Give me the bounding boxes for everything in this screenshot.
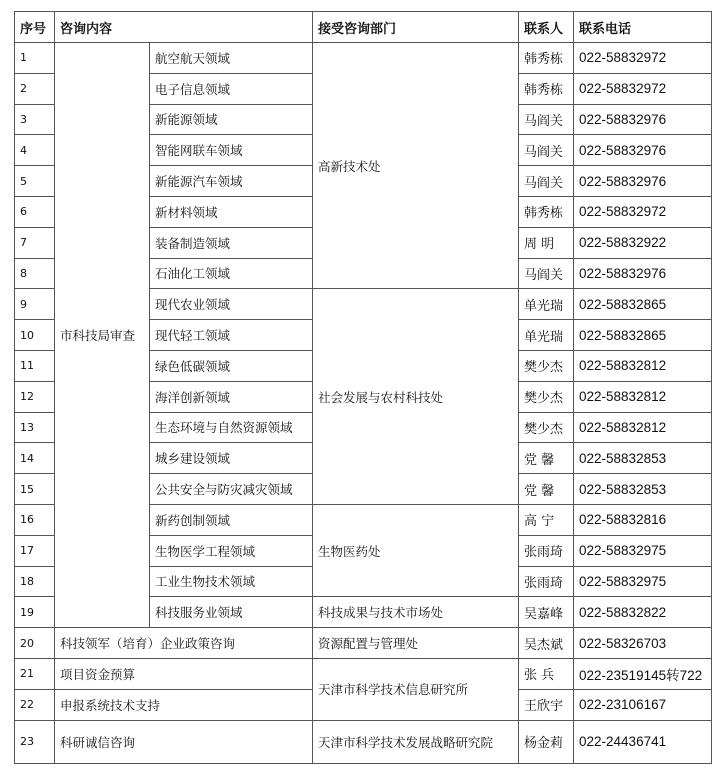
- phone-number: 022-58832972: [574, 73, 712, 104]
- consult-item: 科技领军（培育）企业政策咨询: [55, 628, 313, 659]
- contact-person: 韩秀栋: [519, 196, 574, 227]
- row-number: 23: [15, 720, 55, 763]
- row-number: 19: [15, 597, 55, 628]
- contact-person: 党 馨: [519, 474, 574, 505]
- consult-item: 城乡建设领域: [150, 443, 313, 474]
- consult-item: 绿色低碳领域: [150, 350, 313, 381]
- row-number: 17: [15, 535, 55, 566]
- phone-number: 022-58832975: [574, 535, 712, 566]
- phone-number: 022-58326703: [574, 628, 712, 659]
- contact-person: 周 明: [519, 227, 574, 258]
- row-number: 5: [15, 166, 55, 197]
- department-cell: 社会发展与农村科技处: [313, 289, 519, 505]
- consultation-table-container: [14, 11, 712, 764]
- consult-item: 科技服务业领域: [150, 597, 313, 628]
- consult-item: 新药创制领域: [150, 504, 313, 535]
- contact-person: 马阎关: [519, 104, 574, 135]
- phone-number: 022-58832976: [574, 104, 712, 135]
- row-number: 2: [15, 73, 55, 104]
- row-number: 15: [15, 474, 55, 505]
- phone-number: 022-58832976: [574, 258, 712, 289]
- row-number: 14: [15, 443, 55, 474]
- consult-item: 装备制造领域: [150, 227, 313, 258]
- contact-person: 樊少杰: [519, 381, 574, 412]
- contact-person: 张雨琦: [519, 566, 574, 597]
- consult-item: 新能源领域: [150, 104, 313, 135]
- department-cell: 科技成果与技术市场处: [313, 597, 519, 628]
- row-number: 9: [15, 289, 55, 320]
- consult-item: 现代轻工领域: [150, 320, 313, 351]
- row-number: 6: [15, 196, 55, 227]
- header-department: 接受咨询部门: [313, 12, 519, 43]
- contact-person: 樊少杰: [519, 412, 574, 443]
- phone-number: 022-58832972: [574, 43, 712, 74]
- row-number: 22: [15, 689, 55, 720]
- phone-number: 022-24436741: [574, 720, 712, 763]
- table-row: [15, 658, 712, 689]
- group-label: 市科技局审查: [55, 43, 150, 628]
- row-number: 4: [15, 135, 55, 166]
- contact-person: 樊少杰: [519, 350, 574, 381]
- consult-item: 新材料领域: [150, 196, 313, 227]
- consult-item: 项目资金预算: [55, 658, 313, 689]
- table-row: [15, 720, 712, 763]
- phone-number: 022-58832865: [574, 289, 712, 320]
- phone-number: 022-58832976: [574, 135, 712, 166]
- phone-number: 022-58832853: [574, 474, 712, 505]
- row-number: 21: [15, 658, 55, 689]
- consult-item: 科研诚信咨询: [55, 720, 313, 763]
- row-number: 12: [15, 381, 55, 412]
- row-number: 7: [15, 227, 55, 258]
- contact-person: 张雨琦: [519, 535, 574, 566]
- contact-person: 单光瑞: [519, 289, 574, 320]
- contact-person: 韩秀栋: [519, 43, 574, 74]
- phone-number: 022-58832853: [574, 443, 712, 474]
- phone-number: 022-58832976: [574, 166, 712, 197]
- consult-item: 新能源汽车领域: [150, 166, 313, 197]
- phone-number: 022-58832812: [574, 412, 712, 443]
- contact-person: 马阎关: [519, 258, 574, 289]
- phone-number: 022-23519145转722: [574, 658, 712, 689]
- phone-number: 022-58832812: [574, 350, 712, 381]
- contact-person: 马阎关: [519, 166, 574, 197]
- contact-person: 党 馨: [519, 443, 574, 474]
- contact-person: 吴杰斌: [519, 628, 574, 659]
- consult-item: 航空航天领域: [150, 43, 313, 74]
- contact-person: 高 宁: [519, 504, 574, 535]
- phone-number: 022-58832922: [574, 227, 712, 258]
- consult-item: 石油化工领域: [150, 258, 313, 289]
- phone-number: 022-58832816: [574, 504, 712, 535]
- department-cell: 资源配置与管理处: [313, 628, 519, 659]
- phone-number: 022-58832972: [574, 196, 712, 227]
- row-number: 11: [15, 350, 55, 381]
- consult-item: 现代农业领域: [150, 289, 313, 320]
- header-no: 序号: [15, 12, 55, 43]
- row-number: 3: [15, 104, 55, 135]
- consult-item: 生物医学工程领域: [150, 535, 313, 566]
- contact-person: 韩秀栋: [519, 73, 574, 104]
- row-number: 18: [15, 566, 55, 597]
- consult-item: 申报系统技术支持: [55, 689, 313, 720]
- header-row: [15, 12, 712, 43]
- header-content: 咨询内容: [55, 12, 313, 43]
- consult-item: 智能网联车领域: [150, 135, 313, 166]
- department-cell: 天津市科学技术信息研究所: [313, 658, 519, 720]
- consult-item: 生态环境与自然资源领域: [150, 412, 313, 443]
- consult-item: 工业生物技术领域: [150, 566, 313, 597]
- table-row: [15, 628, 712, 659]
- department-cell: 高新技术处: [313, 43, 519, 289]
- phone-number: 022-58832812: [574, 381, 712, 412]
- department-cell: 生物医药处: [313, 504, 519, 596]
- contact-person: 单光瑞: [519, 320, 574, 351]
- table-row: [15, 43, 712, 74]
- row-number: 20: [15, 628, 55, 659]
- phone-number: 022-23106167: [574, 689, 712, 720]
- row-number: 16: [15, 504, 55, 535]
- row-number: 1: [15, 43, 55, 74]
- header-phone: 联系电话: [574, 12, 712, 43]
- consult-item: 电子信息领域: [150, 73, 313, 104]
- phone-number: 022-58832865: [574, 320, 712, 351]
- consultation-table: [14, 11, 712, 764]
- contact-person: 张 兵: [519, 658, 574, 689]
- contact-person: 杨金莉: [519, 720, 574, 763]
- contact-person: 马阎关: [519, 135, 574, 166]
- phone-number: 022-58832975: [574, 566, 712, 597]
- contact-person: 吴嘉峰: [519, 597, 574, 628]
- consult-item: 公共安全与防灾减灾领域: [150, 474, 313, 505]
- department-cell: 天津市科学技术发展战略研究院: [313, 720, 519, 763]
- header-contact: 联系人: [519, 12, 574, 43]
- row-number: 13: [15, 412, 55, 443]
- consult-item: 海洋创新领域: [150, 381, 313, 412]
- row-number: 10: [15, 320, 55, 351]
- contact-person: 王欣宇: [519, 689, 574, 720]
- row-number: 8: [15, 258, 55, 289]
- phone-number: 022-58832822: [574, 597, 712, 628]
